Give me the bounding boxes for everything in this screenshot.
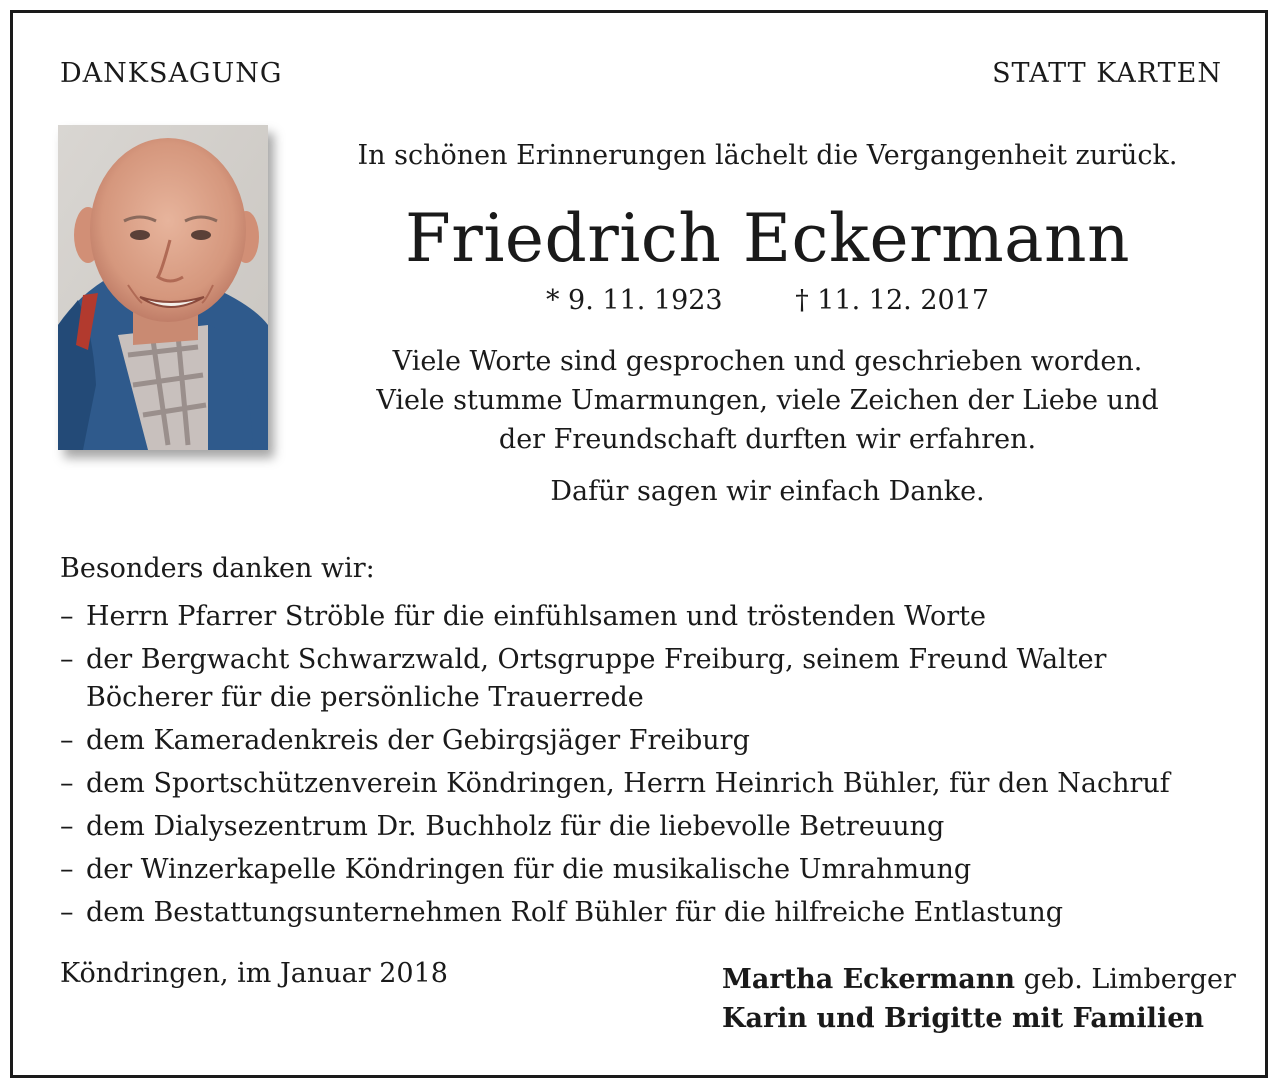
list-item	[60, 894, 1230, 932]
signature-line	[722, 999, 1236, 1038]
deceased-name: Friedrich Eckermann	[404, 200, 1131, 277]
thanks-line: Dafür sagen wir einfach Danke.	[550, 476, 985, 507]
dash-marker: –	[60, 644, 74, 675]
memorial-quote: In schönen Erinnerungen lächelt die Vergangenheit zurück.	[357, 140, 1178, 171]
list-item-text: Herrn Pfarrer Ströble für die einfühlsamen und tröstenden Worte	[86, 601, 986, 632]
header-statt-karten: STATT KARTEN	[992, 58, 1222, 89]
signature-name: Martha Eckermann	[722, 964, 1016, 995]
special-thanks-intro: Besonders danken wir:	[60, 553, 375, 584]
signature-block	[722, 960, 1236, 1038]
list-item-text: dem Sportschützenverein Köndringen, Herrn Heinrich Bühler, für den Nachruf	[86, 768, 1170, 799]
dash-marker: –	[60, 897, 74, 928]
list-item	[60, 765, 1230, 803]
list-item-text: der Bergwacht Schwarzwald, Ortsgruppe Freiburg, seinem Freund Walter Böcherer für die persönliche Trauerrede	[86, 644, 1107, 713]
thanks-message	[300, 342, 1235, 459]
message-line: Viele Worte sind gesprochen und geschrieben worden.	[392, 346, 1143, 377]
list-item	[60, 641, 1230, 717]
death-date: † 11. 12. 2017	[795, 285, 990, 316]
list-item	[60, 722, 1230, 760]
message-line: Viele stumme Umarmungen, viele Zeichen der Liebe und	[376, 385, 1159, 416]
list-item-text: dem Bestattungsunternehmen Rolf Bühler für die hilfreiche Entlastung	[86, 897, 1064, 928]
list-item-text: dem Kameradenkreis der Gebirgsjäger Freiburg	[86, 725, 750, 756]
header-danksagung: DANKSAGUNG	[60, 58, 283, 89]
place-date: Köndringen, im Januar 2018	[60, 958, 448, 989]
message-line: der Freundschaft durften wir erfahren.	[498, 424, 1037, 455]
signature-line	[722, 960, 1236, 999]
list-item	[60, 598, 1230, 636]
dash-marker: –	[60, 725, 74, 756]
signature-family: Karin und Brigitte mit Familien	[722, 1003, 1205, 1034]
birth-date: * 9. 11. 1923	[545, 285, 723, 316]
special-thanks-list	[60, 598, 1230, 937]
dash-marker: –	[60, 854, 74, 885]
life-dates	[300, 285, 1235, 316]
list-item-text: der Winzerkapelle Köndringen für die musikalische Umrahmung	[86, 854, 972, 885]
dash-marker: –	[60, 811, 74, 842]
portrait-photo	[58, 125, 268, 450]
signature-maiden-name: geb. Limberger	[1015, 964, 1236, 995]
list-item-text: dem Dialysezentrum Dr. Buchholz für die liebevolle Betreuung	[86, 811, 945, 842]
list-item	[60, 851, 1230, 889]
dash-marker: –	[60, 768, 74, 799]
dash-marker: –	[60, 601, 74, 632]
list-item	[60, 808, 1230, 846]
